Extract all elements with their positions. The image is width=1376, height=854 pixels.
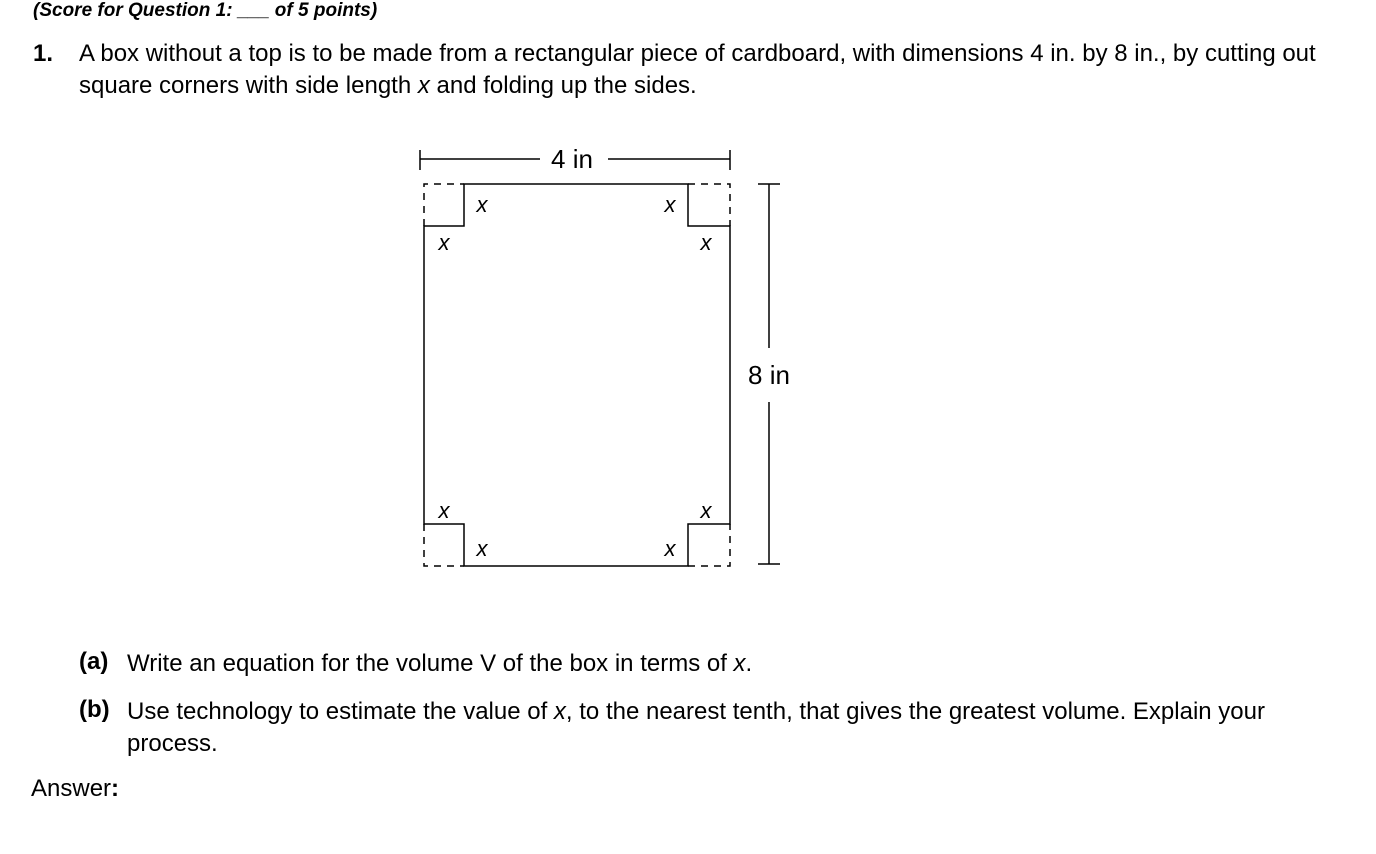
height-label: 8 in	[748, 360, 790, 390]
question-variable: x	[417, 72, 430, 99]
corner-label-br-bottom: x	[664, 536, 676, 561]
cutout-bottom-left	[424, 524, 464, 566]
part-b-text-part1: Use technology to estimate the value of	[127, 698, 554, 725]
question-text-part2: and folding up the sides.	[429, 72, 697, 99]
question-text	[79, 38, 1349, 102]
cardboard-diagram	[400, 140, 820, 585]
answer-label	[31, 775, 119, 803]
answer-colon: :	[111, 775, 120, 802]
corner-label-tr-top: x	[664, 192, 676, 217]
part-b-variable: x	[553, 698, 566, 725]
part-b-label: (b)	[79, 696, 110, 723]
part-a-text	[127, 648, 1342, 680]
part-a-variable: x	[733, 650, 746, 677]
corner-label-tl-top: x	[476, 192, 488, 217]
corner-label-tl-side: x	[438, 230, 450, 255]
answer-label-text: Answer	[31, 775, 112, 802]
question-text-part1: A box without a top is to be made from a rectangular piece of cardboard, with dimensions 4 in. by 8 in., by cutting out square corners with side length	[79, 40, 1316, 99]
part-b-text-part2: , to the nearest tenth, that gives the greatest volume. Explain your process.	[127, 698, 1265, 757]
part-a-text-part2: .	[745, 650, 753, 677]
cutout-top-left	[424, 184, 464, 226]
cardboard-diagram-svg	[400, 140, 820, 580]
corner-label-tr-side: x	[700, 230, 712, 255]
part-a-text-part1: Write an equation for the volume V of the box in terms of	[127, 650, 734, 677]
part-b-text	[127, 696, 1342, 760]
corner-label-bl-side: x	[438, 498, 450, 523]
box-net-outline	[424, 184, 730, 566]
corner-label-br-side: x	[700, 498, 712, 523]
corner-label-bl-bottom: x	[476, 536, 488, 561]
score-header	[33, 0, 377, 22]
width-label: 4 in	[551, 144, 593, 174]
cutout-bottom-right	[688, 524, 730, 566]
question-number: 1.	[33, 40, 54, 67]
score-blank: ___	[237, 0, 270, 21]
part-a-label: (a)	[79, 648, 109, 675]
score-prefix: (Score for Question 1:	[33, 0, 238, 21]
score-suffix: of 5 points)	[269, 0, 378, 21]
cutout-top-right	[688, 184, 730, 226]
